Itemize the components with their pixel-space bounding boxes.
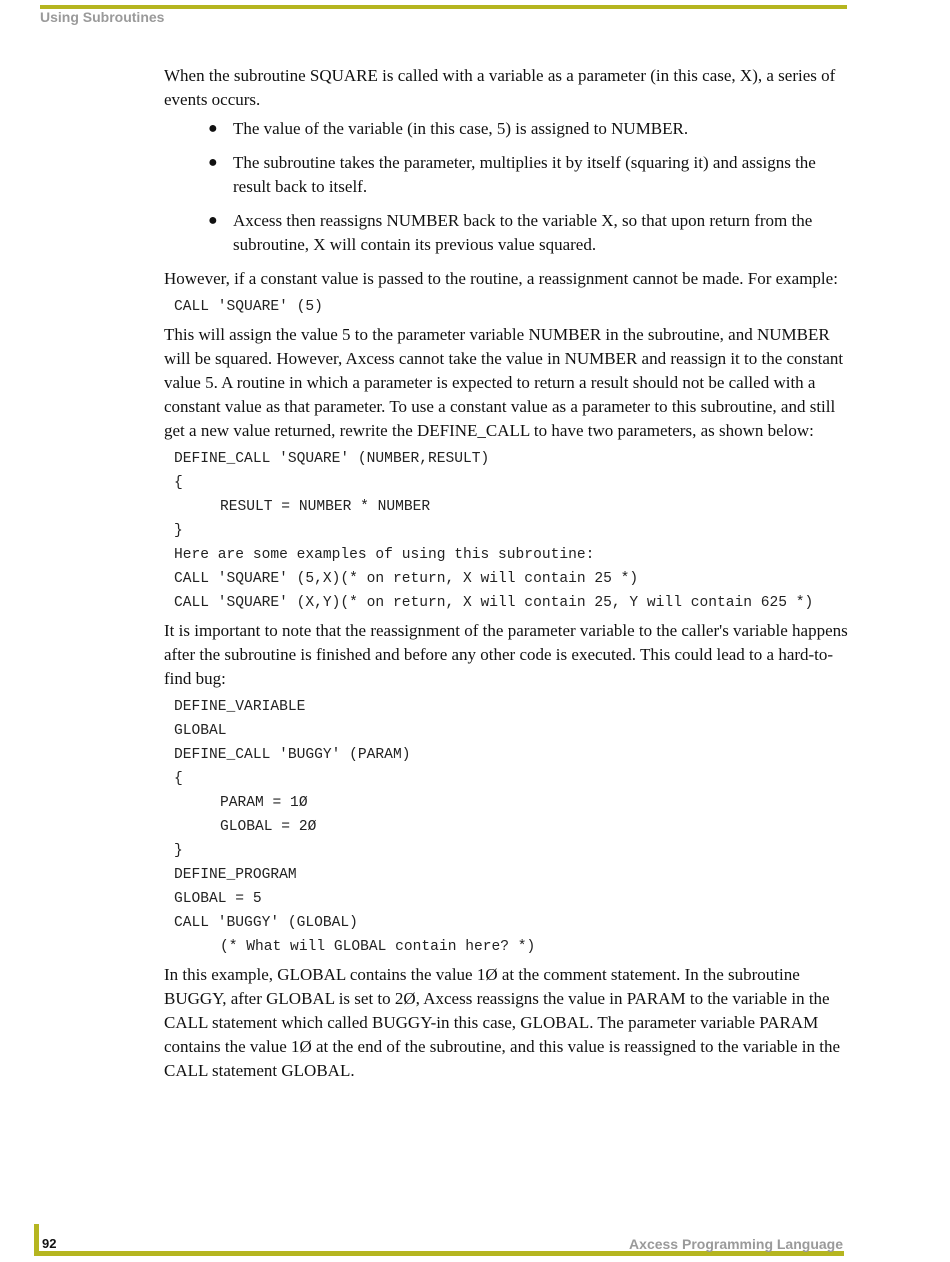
- code-line: CALL 'SQUARE' (5,X)(* on return, X will contain 25 *): [174, 571, 639, 587]
- page-number: 92: [42, 1236, 57, 1251]
- code-line: GLOBAL: [174, 723, 227, 739]
- list-item: [164, 117, 854, 141]
- bullet-text: Axcess then reassigns NUMBER back to the variable X, so that upon return from the subroutine, X will contain its previous value squared.: [233, 211, 813, 254]
- section-title: Using Subroutines: [40, 9, 165, 25]
- reassignment-note-paragraph: It is important to note that the reassignment of the parameter variable to the caller's variable happens after the subroutine is finished and before any other code is executed. This could lead to a hard-to-find bug:: [164, 621, 848, 688]
- code-line: DEFINE_VARIABLE: [174, 699, 306, 715]
- bullet-text: The subroutine takes the parameter, multiplies it by itself (squaring it) and assigns the result back to itself.: [233, 153, 816, 196]
- constant-explanation-paragraph: This will assign the value 5 to the parameter variable NUMBER in the subroutine, and NUMBER will be squared. However, Axcess cannot take the value in NUMBER and reassign it to the constant value 5. A routine in which a parameter is expected to return a result should not be called with a constant value as that parameter. To use a constant value as a parameter to this subroutine, and still get a new value returned, rewrite the DEFINE_CALL to have two parameters, as shown below:: [164, 325, 844, 440]
- bullet-text: The value of the variable (in this case, 5) is assigned to NUMBER.: [233, 119, 689, 138]
- list-item: [164, 209, 854, 257]
- code-line: CALL 'BUGGY' (GLOBAL): [174, 915, 358, 931]
- bullet-icon: ●: [208, 212, 218, 229]
- bullet-list: [164, 117, 854, 257]
- code-line: GLOBAL = 5: [174, 891, 262, 907]
- code-line: PARAM = 1Ø: [220, 795, 308, 811]
- intro-paragraph: When the subroutine SQUARE is called with a variable as a parameter (in this case, X), a series of events occurs.: [164, 66, 836, 109]
- code-line: DEFINE_CALL 'BUGGY' (PARAM): [174, 747, 411, 763]
- code-block-square: [174, 447, 854, 615]
- page-body: [164, 64, 854, 1083]
- code-line: GLOBAL = 2Ø: [220, 819, 317, 835]
- code-line: (* What will GLOBAL contain here? *): [220, 939, 536, 955]
- conclusion-paragraph: In this example, GLOBAL contains the value 1Ø at the comment statement. In the subroutine BUGGY, after GLOBAL is set to 2Ø, Axcess reassigns the value in PARAM to the variable in the CALL statement which called BUGGY-in this case, GLOBAL. The parameter variable PARAM contains the value 1Ø at the end of the subroutine, and this value is reassigned to the variable in the CALL statement GLOBAL.: [164, 965, 841, 1080]
- code-line: Here are some examples of using this subroutine:: [174, 547, 595, 563]
- code-line: {: [174, 475, 183, 491]
- book-title: Axcess Programming Language: [629, 1236, 843, 1252]
- code-line: }: [174, 843, 183, 859]
- code-line: DEFINE_PROGRAM: [174, 867, 297, 883]
- code-block-call-constant: [174, 295, 854, 319]
- code-block-buggy: [174, 695, 854, 959]
- bullet-icon: ●: [208, 120, 218, 137]
- code-line: }: [174, 523, 183, 539]
- bullet-icon: ●: [208, 154, 218, 171]
- code-line: CALL 'SQUARE' (5): [174, 299, 323, 315]
- constant-intro-paragraph: However, if a constant value is passed to the routine, a reassignment cannot be made. For example:: [164, 269, 838, 288]
- code-line: RESULT = NUMBER * NUMBER: [220, 499, 431, 515]
- code-line: CALL 'SQUARE' (X,Y)(* on return, X will contain 25, Y will contain 625 *): [174, 595, 814, 611]
- code-line: DEFINE_CALL 'SQUARE' (NUMBER,RESULT): [174, 451, 490, 467]
- list-item: [164, 151, 854, 199]
- code-line: {: [174, 771, 183, 787]
